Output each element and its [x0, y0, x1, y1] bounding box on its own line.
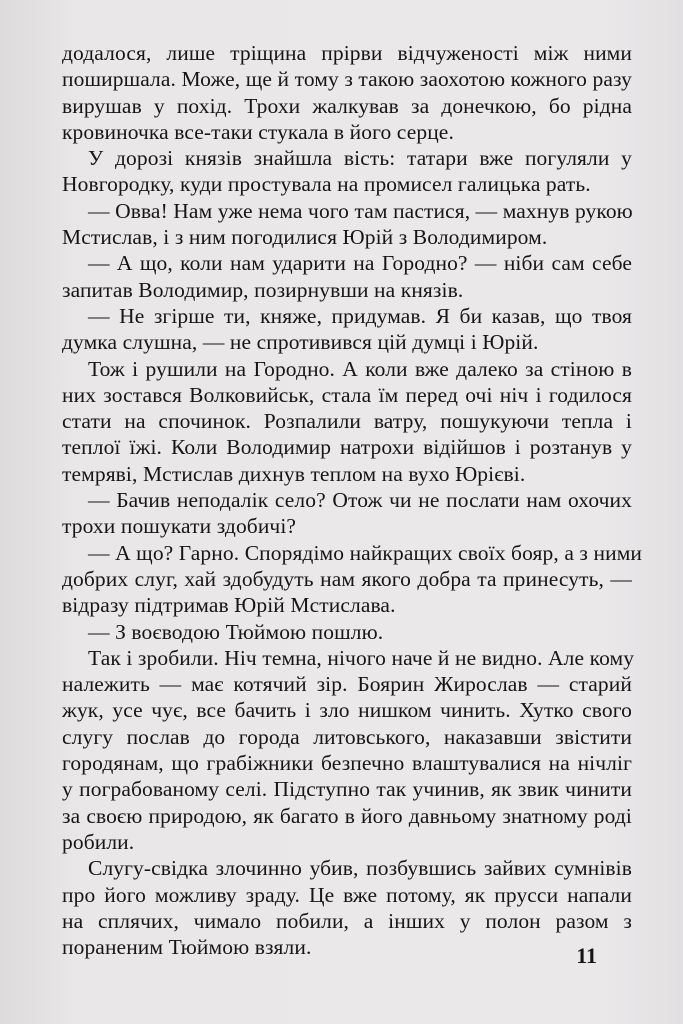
text-line: теплої їжі. Коли Володимир натрохи відійшов і розтанув у — [62, 435, 632, 460]
text-line: — Бачив неподалік село? Отож чи не послати нам охочих — [88, 488, 632, 513]
text-line: — Не згірше ти, княже, придумав. Я би казав, що твоя — [88, 303, 632, 328]
text-line: пораненим Тюймою взяли. — [62, 935, 312, 960]
text-line: про його можливу зраду. Це вже потому, як прусси напали — [62, 882, 632, 907]
text-line: Так і зробили. Ніч темна, нічого наче й не видно. Але кому — [88, 645, 635, 670]
text-line: — А що, коли нам ударити на Городно? — ніби сам себе — [88, 251, 632, 276]
text-line: Мстислав, і з ним погодилися Юрій з Володимиром. — [62, 225, 548, 250]
text-line: — З воєводою Тюймою пошлю. — [88, 619, 384, 644]
text-line: думка слушна, — не спротивився цій думці і Юрій. — [62, 330, 539, 355]
text-line: стати на спочинок. Розпалили ватру, пошукуючи тепла і — [62, 409, 632, 434]
text-line: додалося, лише тріщина прірви відчуженості між ними — [62, 41, 632, 65]
text-line: Слугу-свідка злочинно убив, позбувшись зайвих сумнівів — [88, 856, 632, 881]
text-line: належить — має котячий зір. Боярин Жирослав — старий — [62, 672, 632, 697]
text-line: поширшала. Може, ще й тому з такою заохотою кожного разу — [62, 67, 632, 92]
text-line: Тож і рушили на Городно. А коли вже далеко за стіною в — [88, 356, 632, 381]
text-line: слугу послав до города литовського, наказавши звістити — [62, 724, 632, 749]
text-line: них зостався Волковийськ, стала їм перед очі ніч і годилося — [62, 382, 632, 407]
text-line: добрих слуг, хай здобудуть нам якого добра та принесуть, — — [62, 566, 632, 591]
text-line: робили. — [62, 829, 135, 854]
page-text — [62, 40, 643, 960]
text-line: темряві, Мстислав дихнув теплом на вухо Юрієві. — [62, 461, 526, 486]
text-line: відразу підтримав Юрій Мстислава. — [62, 593, 396, 618]
text-line: трохи пошукати здобичі? — [62, 514, 297, 539]
text-line: у пограбованому селі. Підступно так учинив, як звик чинити — [62, 777, 632, 802]
text-line: вирушав у похід. Трохи жалкував за донечкою, бо рідна — [62, 93, 632, 118]
text-line: за своєю природою, як багато в його давньому знатному роді — [62, 803, 632, 828]
text-line: жук, усе чує, все бачить і зло нишком чинить. Хутко свого — [62, 698, 632, 723]
text-line: на сплячих, чимало побили, а інших у полон разом з — [62, 908, 632, 933]
text-line: запитав Володимир, позирнувши на князів. — [62, 277, 464, 302]
text-line: Новгородку, куди простувала на промисел галицька рать. — [62, 172, 591, 197]
text-line: городянам, що грабіжники безпечно влаштувалися на нічліг — [62, 751, 632, 776]
text-line: — А що? Гарно. Спорядімо найкращих своїх бояр, а з ними — [88, 540, 643, 565]
text-line: У дорозі князів знайшла вість: татари вже погуляли у — [88, 146, 632, 171]
text-line: кровиночка все-таки стукала в його серце. — [62, 119, 454, 144]
text-line: — Овва! Нам уже нема чого там пастися, — махнув рукою — [88, 198, 633, 223]
page-number: 11 — [576, 943, 597, 968]
